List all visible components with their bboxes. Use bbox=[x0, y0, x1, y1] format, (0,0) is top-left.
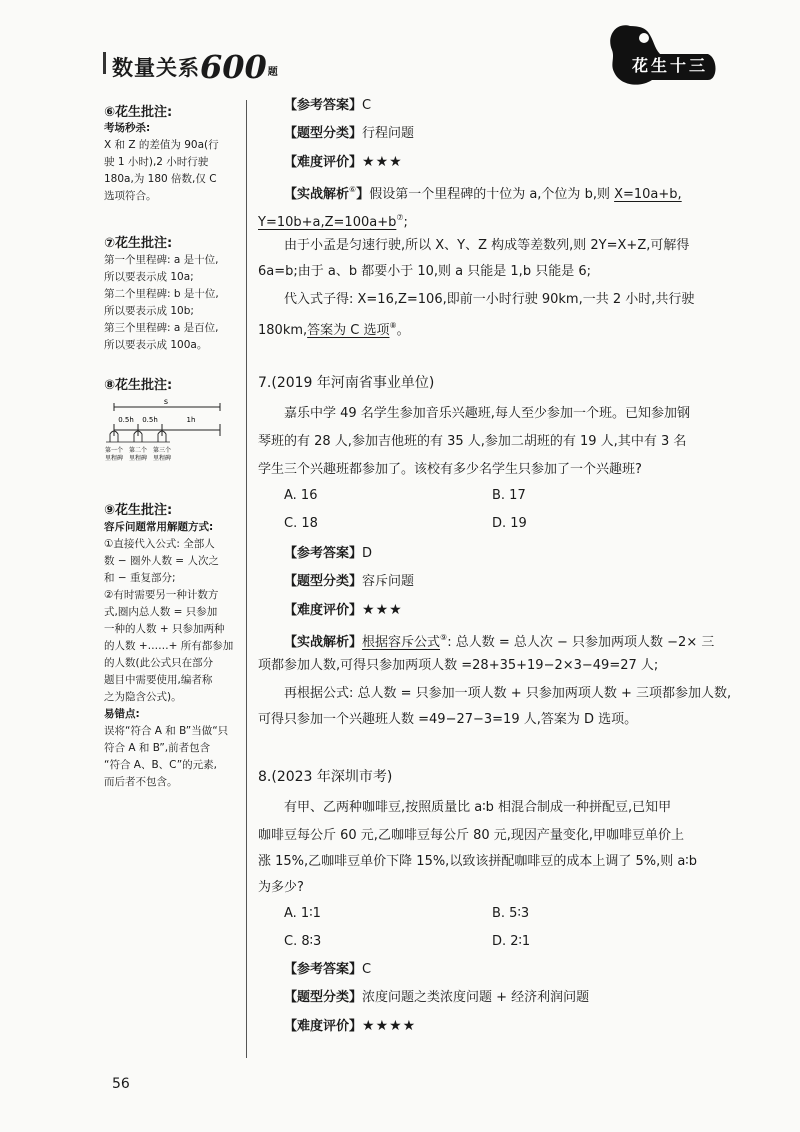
q6-difficulty: 【难度评价】★★★ bbox=[284, 154, 403, 170]
q7-option-d: D. 19 bbox=[492, 516, 527, 531]
header-bar bbox=[103, 52, 106, 74]
q7-option-a: A. 16 bbox=[284, 488, 318, 503]
q7-option-c: C. 18 bbox=[284, 516, 318, 531]
note6-line: X 和 Z 的差值为 90a(行 bbox=[104, 139, 219, 151]
q7-answer: 【参考答案】D bbox=[284, 546, 373, 561]
q8-option-d: D. 2∶1 bbox=[492, 934, 531, 949]
book-title bbox=[112, 48, 279, 86]
note6-body bbox=[104, 137, 219, 205]
q6-analysis-line1: 【实战解析⑥】假设第一个里程碑的十位为 a,个位为 b,则 X=10a+b, bbox=[284, 185, 682, 202]
q7-stem-line: 嘉乐中学 49 名学生参加音乐兴趣班,每人至少参加一个班。已知参加钢 bbox=[284, 406, 690, 421]
q8-difficulty: 【难度评价】★★★★ bbox=[284, 1018, 417, 1034]
note9-line: 之为隐含公式)。 bbox=[104, 691, 182, 703]
note9-line: 的人数(此公式只在部分 bbox=[104, 657, 214, 669]
diagram-marker-label: 第一个 bbox=[104, 447, 124, 454]
book-title-text: 数量关系 bbox=[112, 56, 200, 80]
q6-analysis-p3-line1: 代入式子得: X=16,Z=106,即前一小时行驶 90km,一共 2 小时,共行驶 bbox=[284, 292, 695, 307]
note9-title: ⑨花生批注: bbox=[104, 503, 173, 518]
column-divider bbox=[246, 100, 247, 1058]
note9-line: 的人数 +……+ 所有都参加 bbox=[104, 640, 234, 652]
note7-line: 所以要表示成 10a; bbox=[104, 271, 194, 283]
note9-heading: 容斥问题常用解题方式: bbox=[104, 521, 214, 533]
note7-line: 所以要表示成 10b; bbox=[104, 305, 194, 317]
q7-analysis-line1: 【实战解析】根据容斥公式⑨: 总人数 = 总人次 − 只参加两项人数 −2× 三 bbox=[284, 633, 715, 650]
q8-option-b: B. 5∶3 bbox=[492, 906, 530, 921]
diagram-total-label: s bbox=[163, 397, 169, 406]
difficulty-stars: ★★★ bbox=[362, 602, 403, 618]
q7-difficulty: 【难度评价】★★★ bbox=[284, 602, 403, 618]
note9-pitfall-line: 符合 A 和 B”,前者包含 bbox=[104, 742, 211, 754]
q8-stem-line: 为多少? bbox=[258, 880, 304, 895]
note9-body bbox=[104, 536, 233, 791]
note6-title: ⑥花生批注: bbox=[104, 105, 173, 120]
note7-line: 所以要表示成 100a。 bbox=[104, 339, 208, 351]
q7-stem-line: 学生三个兴趣班都参加了。该校有多少名学生只参加了一个兴趣班? bbox=[258, 462, 642, 477]
q7-analysis-line3: 再根据公式: 总人数 = 只参加一项人数 + 只参加两项人数 + 三项都参加人数, bbox=[284, 686, 732, 701]
difficulty-stars: ★★★★ bbox=[362, 1018, 417, 1034]
q8-stem-line: 咖啡豆每公斤 60 元,乙咖啡豆每公斤 80 元,现因产量变化,甲咖啡豆单价上 bbox=[258, 828, 685, 843]
note7-line: 第三个里程碑: a 是百位, bbox=[104, 322, 219, 334]
q8-answer: 【参考答案】C bbox=[284, 962, 372, 977]
note9-line: ②有时需要另一种计数方 bbox=[104, 589, 219, 601]
q8-option-c: C. 8∶3 bbox=[284, 934, 322, 949]
note9-line: 式,圈内总人数 = 只参加 bbox=[104, 606, 218, 618]
note9-pitfall-line: “符合 A、B、C”的元素, bbox=[104, 759, 217, 771]
note7-line: 第二个里程碑: b 是十位, bbox=[104, 288, 219, 300]
note9-line: 数 − 圈外人数 = 人次之 bbox=[104, 555, 219, 567]
book-title-suffix: 题 bbox=[267, 67, 279, 78]
note7-line: 第一个里程碑: a 是十位, bbox=[104, 254, 219, 266]
diagram-marker-sub: 里程碑 bbox=[128, 455, 148, 462]
diagram-segment-label: 0.5h bbox=[142, 416, 158, 424]
q6-analysis-p2-line2: 6a=b;由于 a、b 都要小于 10,则 a 只能是 1,b 只能是 6; bbox=[258, 264, 591, 279]
q8-stem-line: 有甲、乙两种咖啡豆,按照质量比 a∶b 相混合制成一种拼配豆,已知甲 bbox=[284, 800, 672, 815]
diagram-marker-sub: 里程碑 bbox=[152, 455, 172, 462]
q8-option-a: A. 1∶1 bbox=[284, 906, 321, 921]
note9-line: 一种的人数 + 只参加两种 bbox=[104, 623, 225, 635]
q6-analysis-p3-line2: 180km,答案为 C 选项⑧。 bbox=[258, 321, 410, 338]
q7-option-b: B. 17 bbox=[492, 488, 526, 503]
note6-line: 180a,为 180 倍数,仅 C bbox=[104, 173, 217, 185]
q8-stem-line: 涨 15%,乙咖啡豆单价下降 15%,以致该拼配咖啡豆的成本上调了 5%,则 a∶b bbox=[258, 854, 697, 869]
diagram-marker-label: 第二个 bbox=[128, 447, 148, 454]
q6-analysis-p2-line1: 由于小孟是匀速行驶,所以 X、Y、Z 构成等差数列,则 2Y=X+Z,可解得 bbox=[284, 238, 690, 253]
book-title-number: 600 bbox=[200, 48, 267, 86]
diagram-segment-label: 1h bbox=[186, 416, 196, 424]
q6-type: 【题型分类】行程问题 bbox=[284, 126, 415, 141]
page-number: 56 bbox=[112, 1076, 130, 1092]
q8-type: 【题型分类】浓度问题之类浓度问题 + 经济利润问题 bbox=[284, 990, 590, 1005]
q6-analysis-line2: Y=10b+a,Z=100a+b⑦; bbox=[258, 213, 408, 230]
note9-pitfall-line: 而后者不包含。 bbox=[104, 776, 178, 788]
note9-line: 和 − 重复部分; bbox=[104, 572, 176, 584]
note6-line: 驶 1 小时),2 小时行驶 bbox=[104, 156, 209, 168]
note7-title: ⑦花生批注: bbox=[104, 236, 173, 251]
diagram-segment-label: 0.5h bbox=[118, 416, 134, 424]
mileage-diagram bbox=[102, 394, 232, 464]
diagram-marker-sub: 里程碑 bbox=[104, 455, 124, 462]
brand-name: 花生十三 bbox=[632, 56, 709, 75]
note7-body bbox=[104, 252, 219, 354]
q6-answer: 【参考答案】C bbox=[284, 98, 372, 113]
note9-pitfall-line: 误将“符合 A 和 B”当做“只 bbox=[104, 725, 229, 737]
note6-line: 选项符合。 bbox=[104, 190, 157, 202]
note6-lead: 考场秒杀: bbox=[104, 122, 151, 134]
note9-line: 题目中需要使用,编者称 bbox=[104, 674, 213, 686]
note9-line: ①直接代入公式: 全部人 bbox=[104, 538, 215, 550]
diagram-marker-label: 第三个 bbox=[152, 447, 172, 454]
q7-heading: 7.(2019 年河南省事业单位) bbox=[258, 375, 435, 391]
q7-analysis-line2: 项都参加人数,可得只参加两项人数 =28+35+19−2×3−49=27 人; bbox=[258, 658, 659, 673]
q7-type: 【题型分类】容斥问题 bbox=[284, 574, 415, 589]
q8-heading: 8.(2023 年深圳市考) bbox=[258, 769, 393, 785]
q7-stem-line: 琴班的有 28 人,参加吉他班的有 35 人,参加二胡班的有 19 人,其中有 3 名 bbox=[258, 434, 687, 449]
q7-analysis-line4: 可得只参加一个兴趣班人数 =49−27−3=19 人,答案为 D 选项。 bbox=[258, 712, 638, 727]
note8-title: ⑧花生批注: bbox=[104, 378, 173, 393]
note9-pitfall-title: 易错点: bbox=[104, 708, 140, 720]
difficulty-stars: ★★★ bbox=[362, 154, 403, 170]
